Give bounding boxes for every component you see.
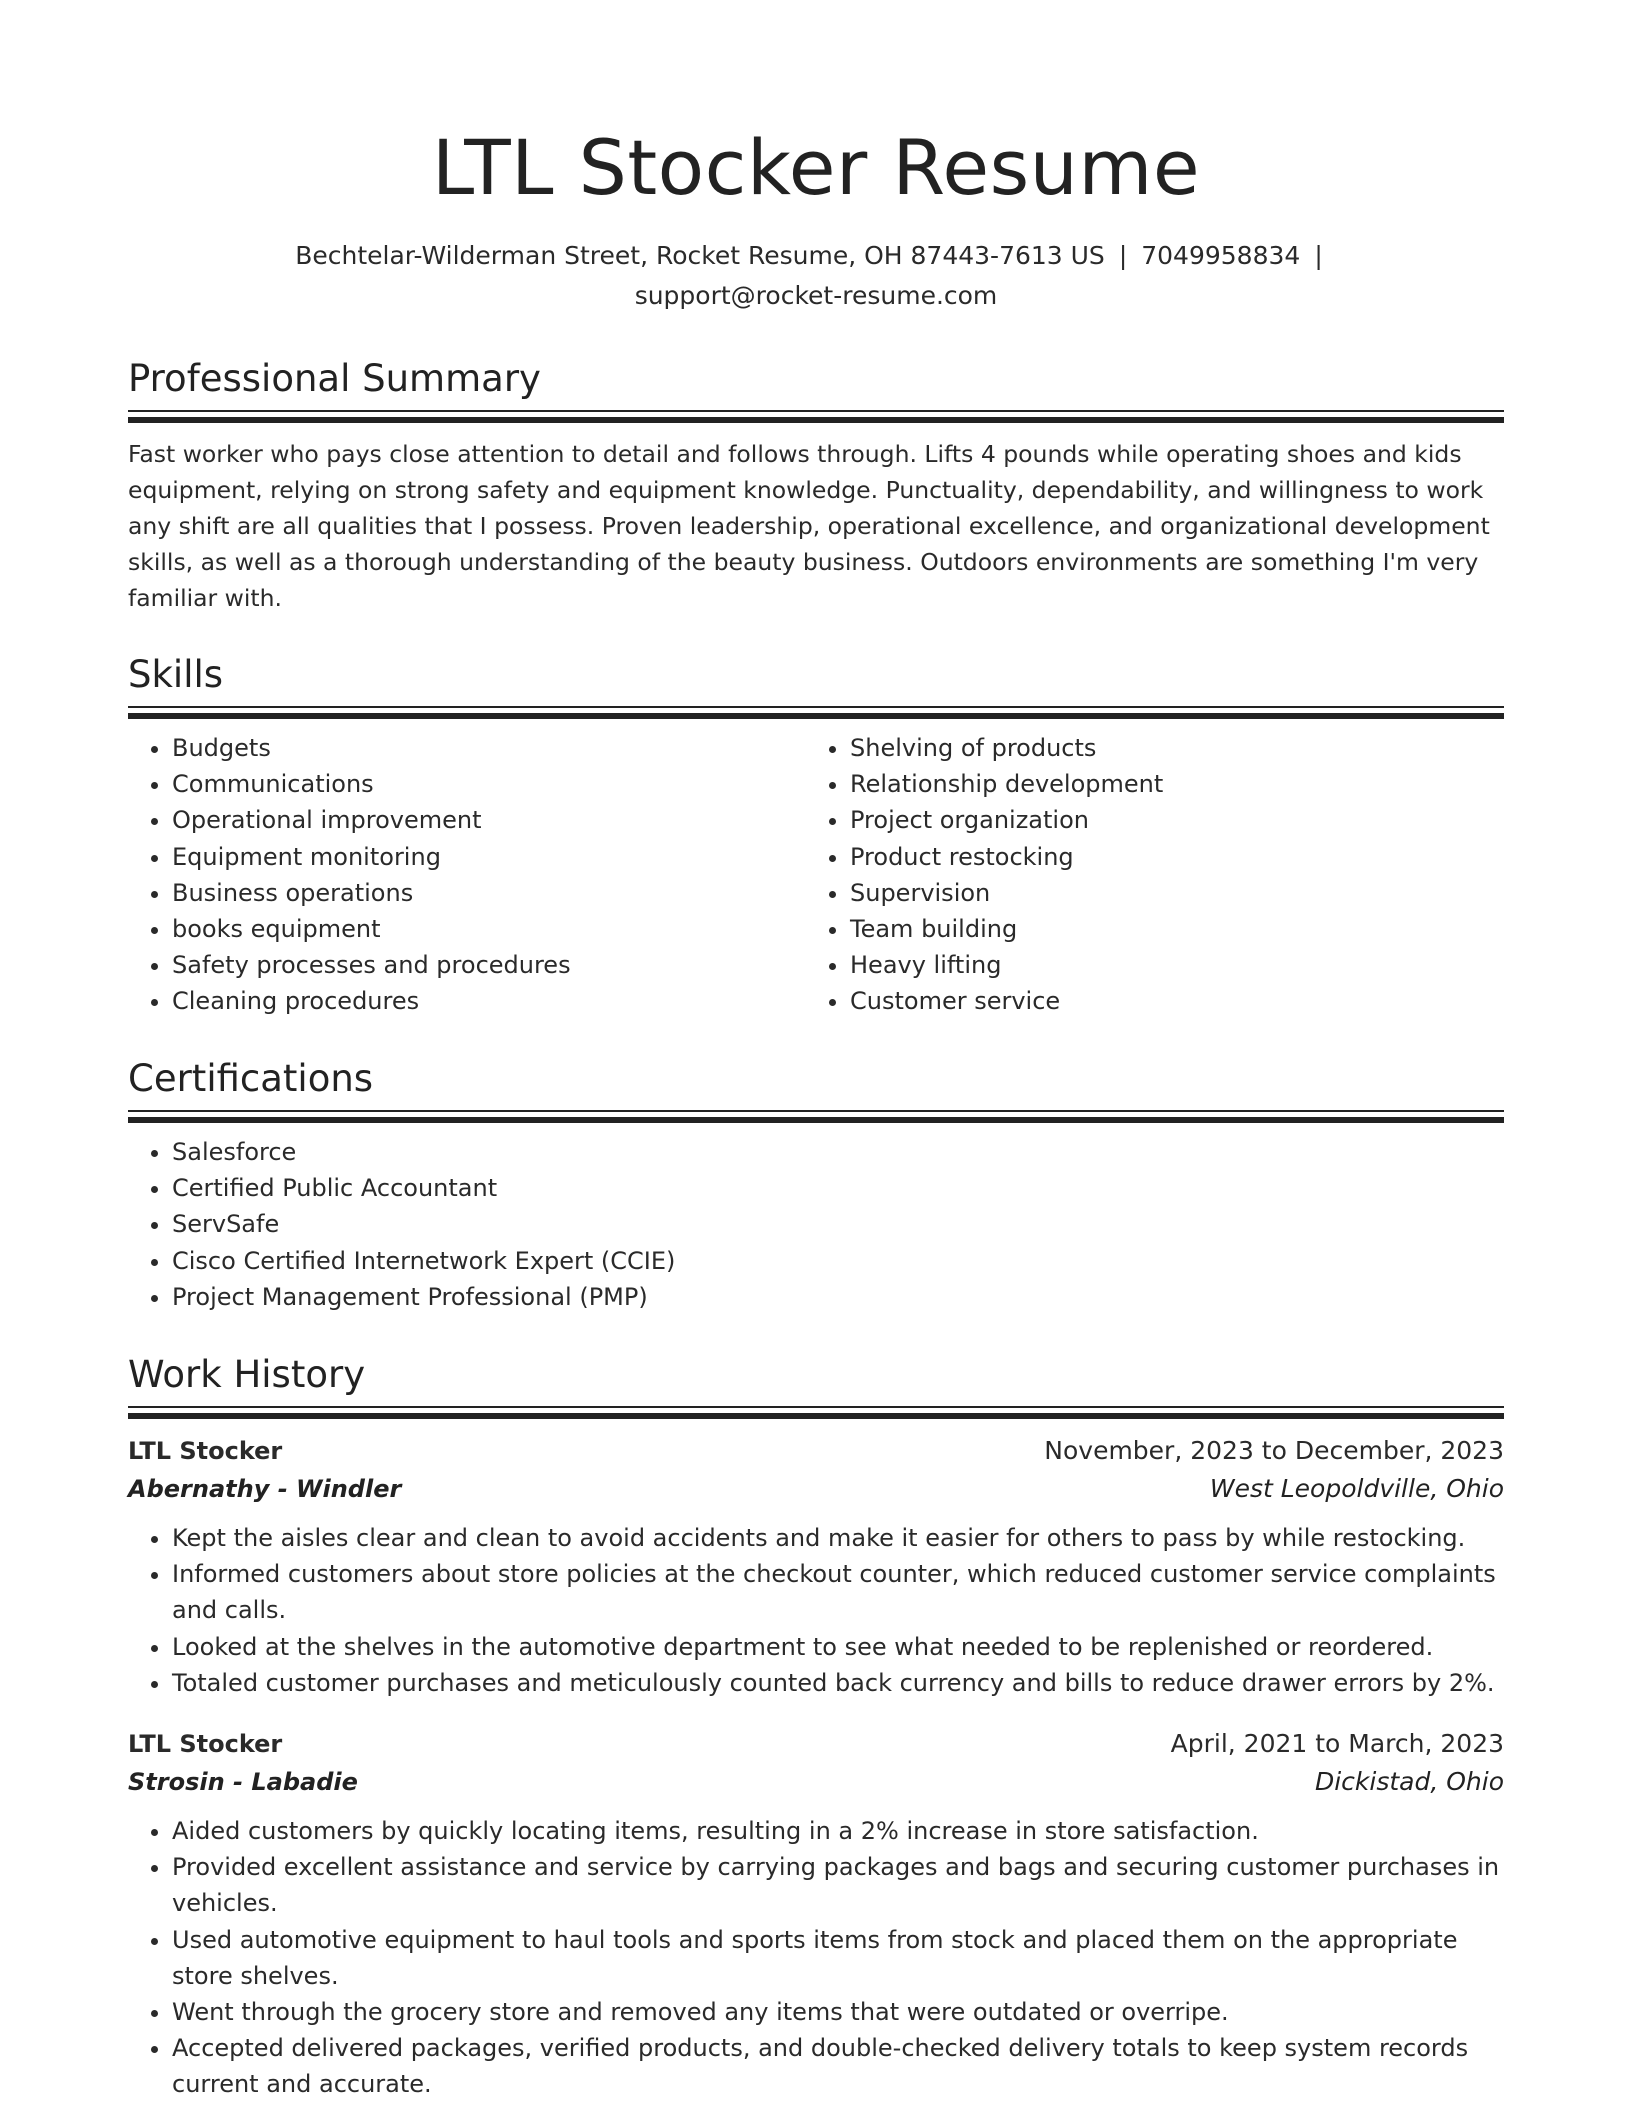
job-bullet-list xyxy=(128,1813,1504,2103)
skill-item: • Business operations xyxy=(172,875,806,911)
job-company: Strosin - Labadie xyxy=(128,1768,358,1797)
certifications-section xyxy=(128,1054,1504,1315)
skills-column-left xyxy=(128,730,806,1020)
skills-heading: Skills xyxy=(128,653,224,696)
certification-item: • ServSafe xyxy=(172,1206,1504,1242)
resume-page xyxy=(128,0,1504,2112)
skill-item: • Project organization xyxy=(850,802,1484,838)
contact-info xyxy=(128,236,1504,316)
section-divider xyxy=(128,410,1504,422)
job-bullet: • Went through the grocery store and removed any items that were outdated or overripe. xyxy=(172,1994,1504,2030)
summary-section xyxy=(128,354,1504,616)
job-dates: November, 2023 to December, 2023 xyxy=(1044,1436,1504,1465)
skills-section xyxy=(128,650,1504,1020)
job-company: Abernathy - Windler xyxy=(128,1475,402,1503)
skill-item: • Product restocking xyxy=(850,839,1484,875)
skill-item: • books equipment xyxy=(172,911,806,947)
skill-item: • Safety processes and procedures xyxy=(172,947,806,983)
contact-separator: | xyxy=(1314,241,1323,270)
work-history-section xyxy=(128,1350,1504,2103)
job-bullet: • Aided customers by quickly locating items, resulting in a 2% increase in store satisfaction. xyxy=(172,1813,1504,1849)
job-entry xyxy=(128,1725,1504,2103)
certification-item: • Salesforce xyxy=(172,1134,1504,1170)
skills-list-right xyxy=(806,730,1484,1020)
job-bullet: • Informed customers about store policies at the checkout counter, which reduced customer service complaints and calls. xyxy=(172,1556,1504,1628)
job-bullet: • Provided excellent assistance and service by carrying packages and bags and securing customer purchases in vehicles. xyxy=(172,1849,1504,1921)
contact-line-1 xyxy=(128,236,1504,276)
job-header-row xyxy=(128,1432,1504,1470)
skill-item: • Heavy lifting xyxy=(850,947,1484,983)
job-bullet: • Used automotive equipment to haul tools and sports items from stock and placed them on the appropriate store shelves. xyxy=(172,1922,1504,1994)
job-bullet: • Totaled customer purchases and meticulously counted back currency and bills to reduce drawer errors by 2%. xyxy=(172,1665,1504,1701)
job-bullet: • Looked at the shelves in the automotive department to see what needed to be replenished or reordered. xyxy=(172,1629,1504,1665)
contact-email[interactable]: support@rocket-resume.com xyxy=(634,281,998,310)
work-history-heading: Work History xyxy=(128,1353,366,1396)
skill-item: • Supervision xyxy=(850,875,1484,911)
contact-line-2 xyxy=(128,276,1504,316)
job-bullet: • Accepted delivered packages, verified products, and double-checked delivery totals to keep system records current and accurate. xyxy=(172,2030,1504,2102)
job-company-row xyxy=(128,1763,1504,1801)
certification-item: • Certified Public Accountant xyxy=(172,1170,1504,1206)
skill-item: • Cleaning procedures xyxy=(172,983,806,1019)
certification-item: • Project Management Professional (PMP) xyxy=(172,1279,1504,1315)
job-location: Dickistad, Ohio xyxy=(1314,1767,1504,1797)
skill-item: • Budgets xyxy=(172,730,806,766)
job-title: LTL Stocker xyxy=(128,1437,283,1465)
contact-address: Bechtelar-Wilderman Street, Rocket Resume, OH 87443-7613 US xyxy=(295,241,1105,270)
skill-item: • Relationship development xyxy=(850,766,1484,802)
skills-column-right xyxy=(806,730,1484,1020)
skill-item: • Operational improvement xyxy=(172,802,806,838)
resume-title: LTL Stocker Resume xyxy=(431,123,1201,212)
contact-separator: | xyxy=(1118,241,1128,270)
skill-item: • Shelving of products xyxy=(850,730,1484,766)
skill-item: • Equipment monitoring xyxy=(172,839,806,875)
section-divider xyxy=(128,1110,1504,1122)
job-bullet-list xyxy=(128,1520,1504,1701)
skill-item: • Team building xyxy=(850,911,1484,947)
summary-heading: Professional Summary xyxy=(128,357,541,400)
skills-grid xyxy=(128,730,1504,1020)
job-company-row xyxy=(128,1470,1504,1508)
skill-item: • Customer service xyxy=(850,983,1484,1019)
job-bullet: • Kept the aisles clear and clean to avoid accidents and make it easier for others to pass by while restocking. xyxy=(172,1520,1504,1556)
job-entry xyxy=(128,1432,1504,1701)
job-title: LTL Stocker xyxy=(128,1730,283,1759)
section-divider xyxy=(128,1406,1504,1418)
summary-text: Fast worker who pays close attention to detail and follows through. Lifts 4 pounds while operating shoes and kids equipment, relying on strong safety and equipment knowledge. Punctuality, dependability, and willingness to work any shift are all qualities that I possess. Proven leadership, operational excellence, and organizational development skills, as well as a thorough understanding of the beauty business. Outdoors environments are something I'm very familiar with. xyxy=(128,440,1490,612)
certification-item: • Cisco Certified Internetwork Expert (CCIE) xyxy=(172,1243,1504,1279)
job-location: West Leopoldville, Ohio xyxy=(1209,1474,1504,1503)
job-dates: April, 2021 to March, 2023 xyxy=(1170,1729,1504,1759)
skill-item: • Communications xyxy=(172,766,806,802)
certifications-list xyxy=(128,1134,1504,1315)
section-divider xyxy=(128,706,1504,718)
contact-phone: 7049958834 xyxy=(1141,241,1301,270)
skills-list-left xyxy=(128,730,806,1020)
job-header-row xyxy=(128,1725,1504,1763)
certifications-heading: Certifications xyxy=(128,1057,374,1100)
